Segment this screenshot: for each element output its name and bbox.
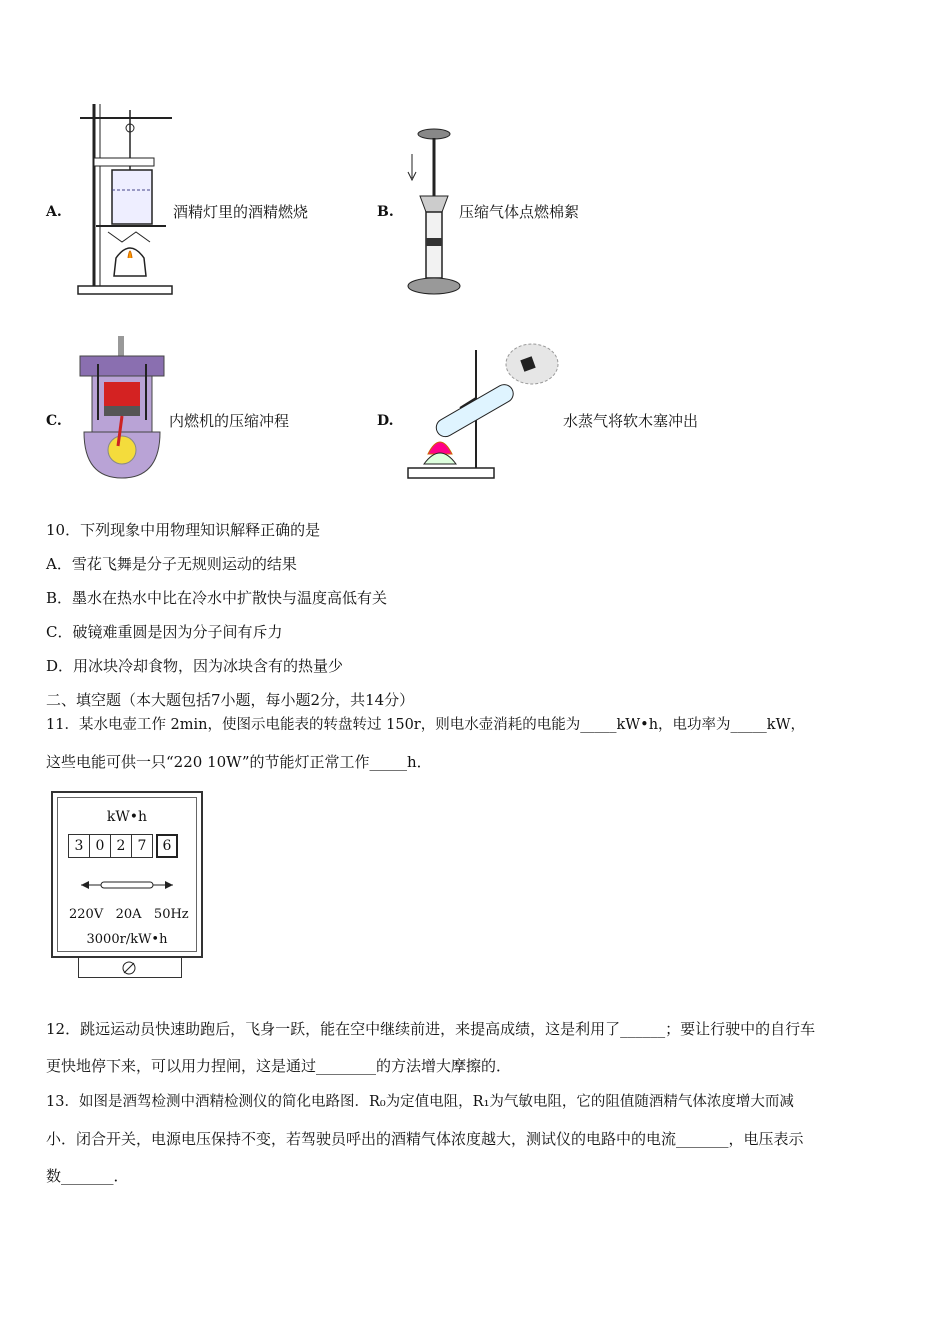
- meter-digit: 0: [90, 834, 111, 858]
- fire-piston-figure: [402, 126, 462, 298]
- q10-option-b: B．墨水在热水中比在冷水中扩散快与温度高低有关: [46, 589, 388, 607]
- steam-cork-test-tube-figure: [404, 338, 564, 484]
- meter-digit-highlighted: 6: [156, 834, 178, 858]
- turntable-disc-icon: [77, 877, 177, 893]
- section-heading: 二、填空题（本大题包括7小题，每小题2分，共14分）: [46, 691, 415, 709]
- q10-option-c: C．破镜难重圆是因为分子间有斥力: [46, 623, 283, 641]
- option-c-text: 内燃机的压缩冲程: [169, 412, 290, 430]
- q11-line1: 11．某水电壶工作 2min，使图示电能表的转盘转过 150r，则电水壶消耗的电能为_____kW•h，电功率为_____kW，: [46, 717, 805, 733]
- option-b-letter: B.: [377, 204, 394, 220]
- engine-compression-stroke-figure: [74, 334, 170, 482]
- q13-line1: 13．如图是酒驾检测中酒精检测仪的简化电路图．R₀为定值电阻，R₁为气敏电阻，它的阻值随酒精气体浓度增大而减: [46, 1094, 794, 1110]
- meter-digit: 3: [68, 834, 90, 858]
- energy-meter: [51, 791, 203, 958]
- option-d-text: 水蒸气将软木塞冲出: [563, 412, 699, 430]
- meter-digits: [68, 834, 178, 858]
- meter-digit: 7: [132, 834, 153, 858]
- meter-ratings: 220V 20A 50Hz: [69, 907, 189, 922]
- meter-unit: kW•h: [106, 809, 148, 825]
- q10-stem: 10．下列现象中用物理知识解释正确的是: [46, 521, 321, 539]
- q11-line2: 这些电能可供一只“220 10W”的节能灯正常工作_____h．: [46, 753, 432, 771]
- meter-constant: 3000r/kW•h: [86, 932, 168, 947]
- option-b-text: 压缩气体点燃棉絮: [459, 203, 580, 221]
- q10-option-d: D．用冰块冷却食物，因为冰块含有的热量少: [46, 657, 344, 675]
- q13-line3: 数_______．: [46, 1167, 129, 1185]
- q12-line1: 12．跳远运动员快速助跑后，飞身一跃，能在空中继续前进，来提高成绩，这是利用了______；要让行驶中的自行车: [46, 1020, 816, 1038]
- circle-slash-icon: [121, 960, 137, 976]
- option-c-letter: C.: [46, 413, 62, 429]
- meter-digit: 2: [111, 834, 132, 858]
- meter-base: [78, 958, 182, 978]
- q12-line2: 更快地停下来，可以用力捏闸，这是通过________的方法增大摩擦的．: [46, 1057, 512, 1075]
- option-a-text: 酒精灯里的酒精燃烧: [173, 203, 309, 221]
- option-a-letter: A.: [46, 204, 62, 220]
- q10-option-a: A．雪花飞舞是分子无规则运动的结果: [46, 555, 297, 573]
- option-d-letter: D.: [377, 413, 394, 429]
- q13-line2: 小．闭合开关，电源电压保持不变，若驾驶员呼出的酒精气体浓度越大，测试仪的电路中的电流_______，电压表示: [46, 1130, 804, 1148]
- alcohol-lamp-beaker-figure: [74, 98, 176, 298]
